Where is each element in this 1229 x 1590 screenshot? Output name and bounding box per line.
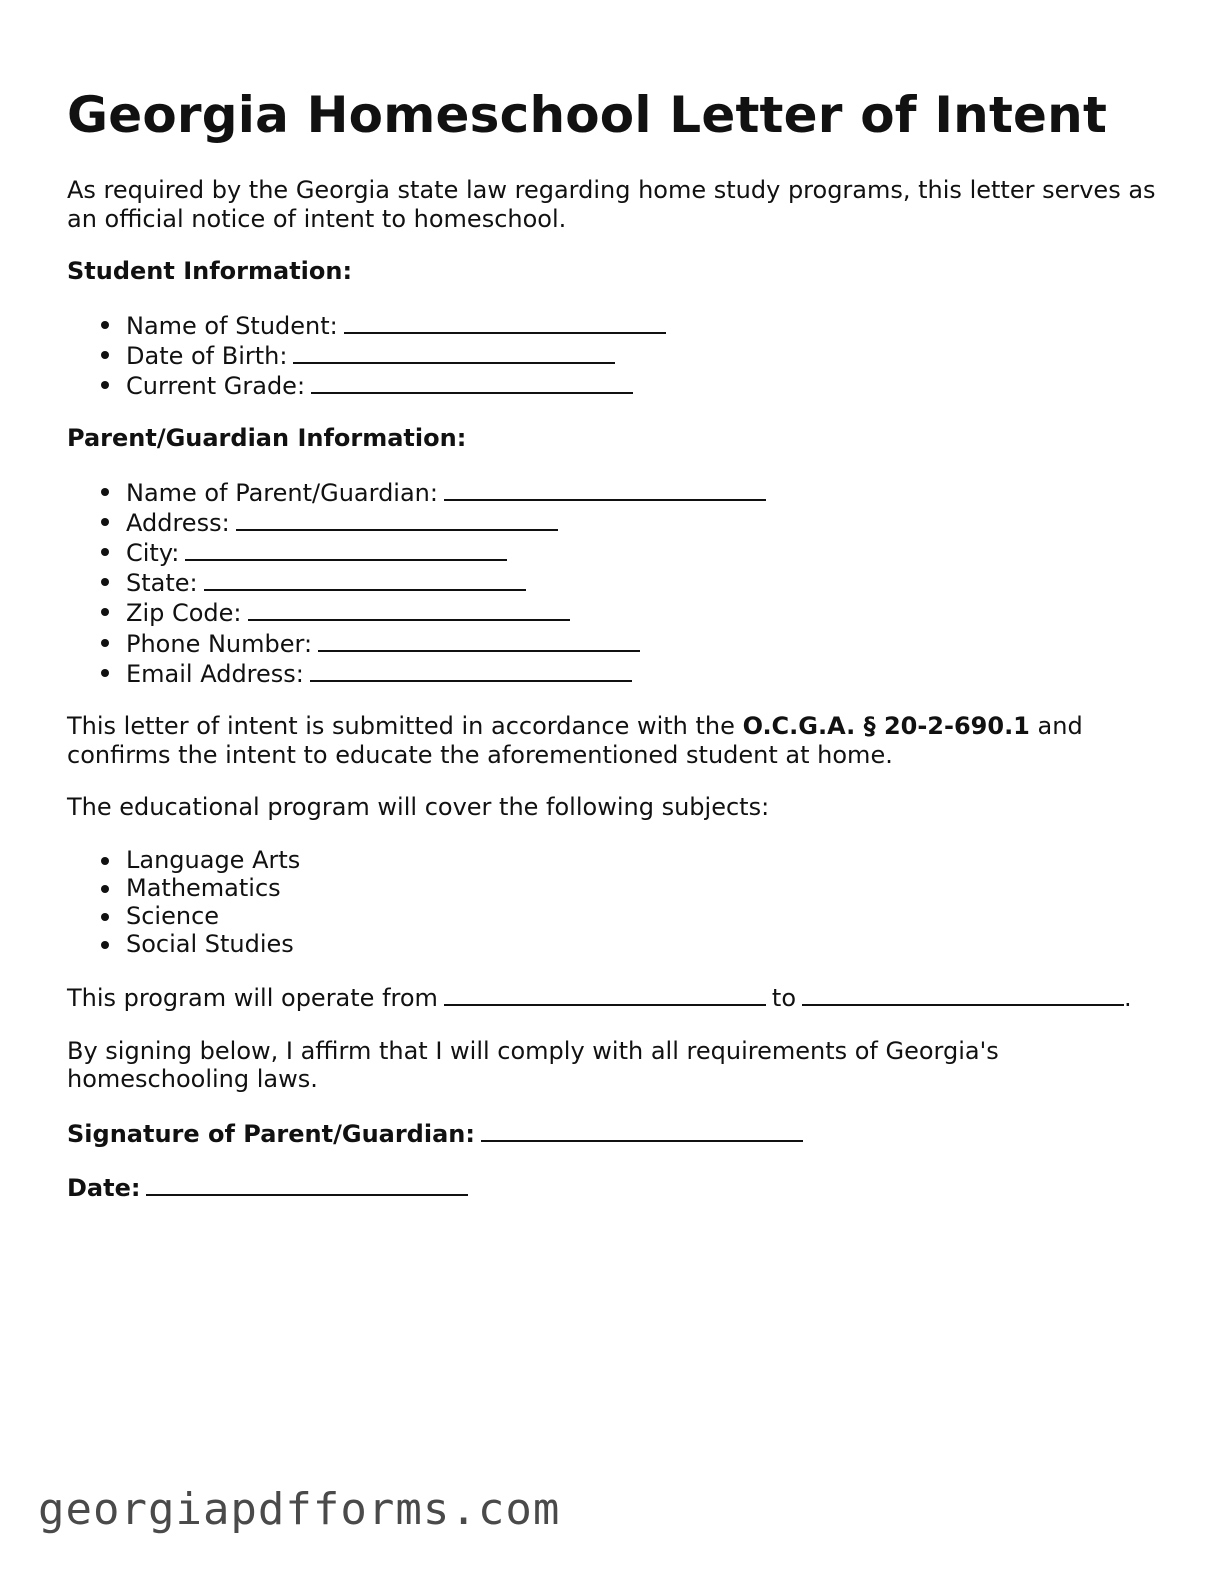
letter-document [67,84,1177,1203]
end-date-field[interactable] [802,982,1124,1006]
operate-text-end: . [1124,984,1132,1013]
address-label: Address: [126,508,230,537]
signature-field[interactable] [481,1118,803,1142]
date-of-birth-field[interactable] [293,340,615,364]
code-citation: O.C.G.A. § 20-2-690.1 [742,712,1030,741]
list-item [126,370,1177,400]
start-date-field[interactable] [444,982,766,1006]
city-field[interactable] [185,537,507,561]
zip-code-field[interactable] [248,597,570,621]
watermark-text: georgiapdfforms.com [38,1484,561,1535]
operate-text-middle: to [771,984,797,1013]
date-line [67,1172,1177,1203]
document-title: Georgia Homeschool Letter of Intent [67,86,1108,144]
list-item [126,537,1177,567]
parent-info-list [67,477,1177,688]
list-item [126,340,1177,370]
accordance-text-before: This letter of intent is submitted in accordance with the [67,712,735,741]
current-grade-field[interactable] [311,370,633,394]
list-item [126,567,1177,597]
state-label: State: [126,569,198,598]
student-info-list [67,310,1177,401]
date-field[interactable] [146,1172,468,1196]
list-item [126,507,1177,537]
parent-info-heading: Parent/Guardian Information: [67,424,467,453]
city-label: City: [126,539,180,568]
list-item [126,310,1177,340]
program-intro: The educational program will cover the following subjects: [67,793,770,822]
operate-paragraph [67,982,1177,1013]
student-name-label: Name of Student: [126,311,338,340]
current-grade-label: Current Grade: [126,371,306,400]
phone-number-label: Phone Number: [126,629,313,658]
state-field[interactable] [204,567,526,591]
list-item: Social Studies [126,930,1177,958]
date-label: Date: [67,1174,141,1203]
parent-name-field[interactable] [444,477,766,501]
list-item [126,477,1177,507]
accordance-paragraph [67,712,1177,769]
intro-paragraph: As required by the Georgia state law regarding home study programs, this letter serves as an official notice of intent to homeschool. [67,176,1156,233]
student-info-heading: Student Information: [67,257,353,285]
address-field[interactable] [236,507,558,531]
phone-number-field[interactable] [318,628,640,652]
subjects-list [67,846,1177,959]
list-item [126,628,1177,658]
date-of-birth-label: Date of Birth: [126,341,288,370]
parent-name-label: Name of Parent/Guardian: [126,478,438,507]
list-item [126,597,1177,627]
list-item [126,658,1177,688]
email-address-label: Email Address: [126,659,304,688]
signature-line [67,1118,1177,1149]
operate-text-before: This program will operate from [67,984,438,1013]
affirm-paragraph: By signing below, I affirm that I will comply with all requirements of Georgia's homeschooling laws. [67,1036,999,1094]
student-name-field[interactable] [344,310,666,334]
email-address-field[interactable] [310,658,632,682]
accordance-text-after: and confirms the intent to educate the aforementioned student at home. [67,712,1083,769]
zip-code-label: Zip Code: [126,599,242,628]
list-item: Language Arts [126,846,1177,874]
signature-label: Signature of Parent/Guardian: [67,1119,475,1148]
list-item: Mathematics [126,874,1177,902]
list-item: Science [126,902,1177,930]
